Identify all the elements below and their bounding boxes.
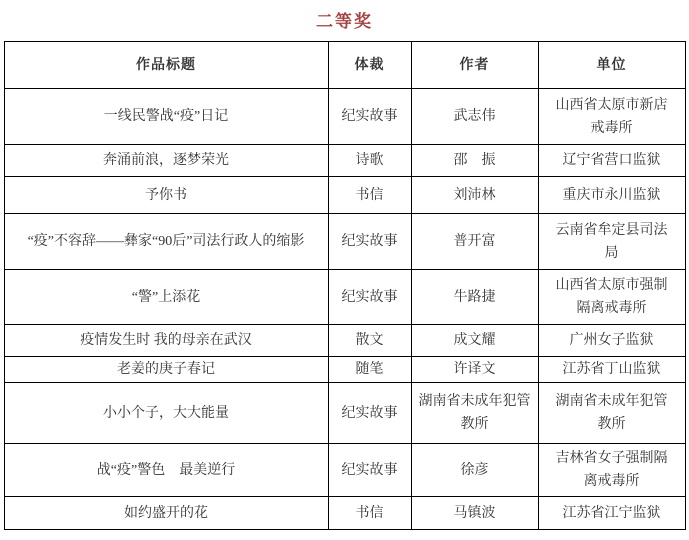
table-row: [4, 214, 685, 270]
table-row: [4, 357, 685, 383]
cell-author: 徐彦: [411, 444, 538, 497]
cell-unit: 云南省牟定县司法局: [538, 214, 685, 270]
cell-author: 成文耀: [411, 325, 538, 357]
header-unit: 单位: [538, 42, 685, 89]
cell-genre: 书信: [328, 497, 411, 530]
cell-author: 牛路捷: [411, 270, 538, 325]
cell-unit: 辽宁省营口监狱: [538, 145, 685, 177]
cell-unit: 山西省太原市新店戒毒所: [538, 89, 685, 145]
cell-author: 许译文: [411, 357, 538, 383]
cell-author: 普开富: [411, 214, 538, 270]
table-header: [4, 42, 685, 89]
table-row: [4, 177, 685, 214]
table-body: [4, 89, 685, 530]
cell-work-title: 疫情发生时 我的母亲在武汉: [4, 325, 328, 357]
cell-genre: 纪实故事: [328, 214, 411, 270]
cell-genre: 纪实故事: [328, 444, 411, 497]
cell-author: 刘沛林: [411, 177, 538, 214]
cell-work-title: “警”上添花: [4, 270, 328, 325]
table-row: [4, 383, 685, 444]
cell-unit: 山西省太原市强制隔离戒毒所: [538, 270, 685, 325]
table-row: [4, 270, 685, 325]
table-row: [4, 89, 685, 145]
cell-genre: 书信: [328, 177, 411, 214]
cell-work-title: 一线民警战“疫”日记: [4, 89, 328, 145]
header-author: 作者: [411, 42, 538, 89]
header-row: [4, 42, 685, 89]
cell-author: 湖南省未成年犯管教所: [411, 383, 538, 444]
cell-author: 武志伟: [411, 89, 538, 145]
cell-unit: 广州女子监狱: [538, 325, 685, 357]
table-row: [4, 444, 685, 497]
cell-work-title: 小小个子，大大能量: [4, 383, 328, 444]
table-row: [4, 145, 685, 177]
table-row: [4, 325, 685, 357]
cell-work-title: 战“疫”警色 最美逆行: [4, 444, 328, 497]
cell-genre: 纪实故事: [328, 270, 411, 325]
award-table: [4, 41, 686, 530]
cell-genre: 纪实故事: [328, 383, 411, 444]
header-genre: 体裁: [328, 42, 411, 89]
cell-unit: 湖南省未成年犯管教所: [538, 383, 685, 444]
cell-work-title: 如约盛开的花: [4, 497, 328, 530]
cell-work-title: 奔涌前浪，逐梦荣光: [4, 145, 328, 177]
cell-unit: 江苏省丁山监狱: [538, 357, 685, 383]
cell-genre: 散文: [328, 325, 411, 357]
cell-author: 邵 振: [411, 145, 538, 177]
cell-work-title: 老姜的庚子春记: [4, 357, 328, 383]
table-row: [4, 497, 685, 530]
header-work-title: 作品标题: [4, 42, 328, 89]
cell-author: 马镇波: [411, 497, 538, 530]
cell-genre: 随笔: [328, 357, 411, 383]
page: [0, 7, 689, 540]
cell-unit: 吉林省女子强制隔离戒毒所: [538, 444, 685, 497]
page-title: 二等奖: [316, 12, 373, 31]
cell-genre: 纪实故事: [328, 89, 411, 145]
cell-unit: 重庆市永川监狱: [538, 177, 685, 214]
cell-genre: 诗歌: [328, 145, 411, 177]
cell-work-title: 予你书: [4, 177, 328, 214]
cell-work-title: “疫”不容辞——彝家“90后”司法行政人的缩影: [4, 214, 328, 270]
cell-unit: 江苏省江宁监狱: [538, 497, 685, 530]
